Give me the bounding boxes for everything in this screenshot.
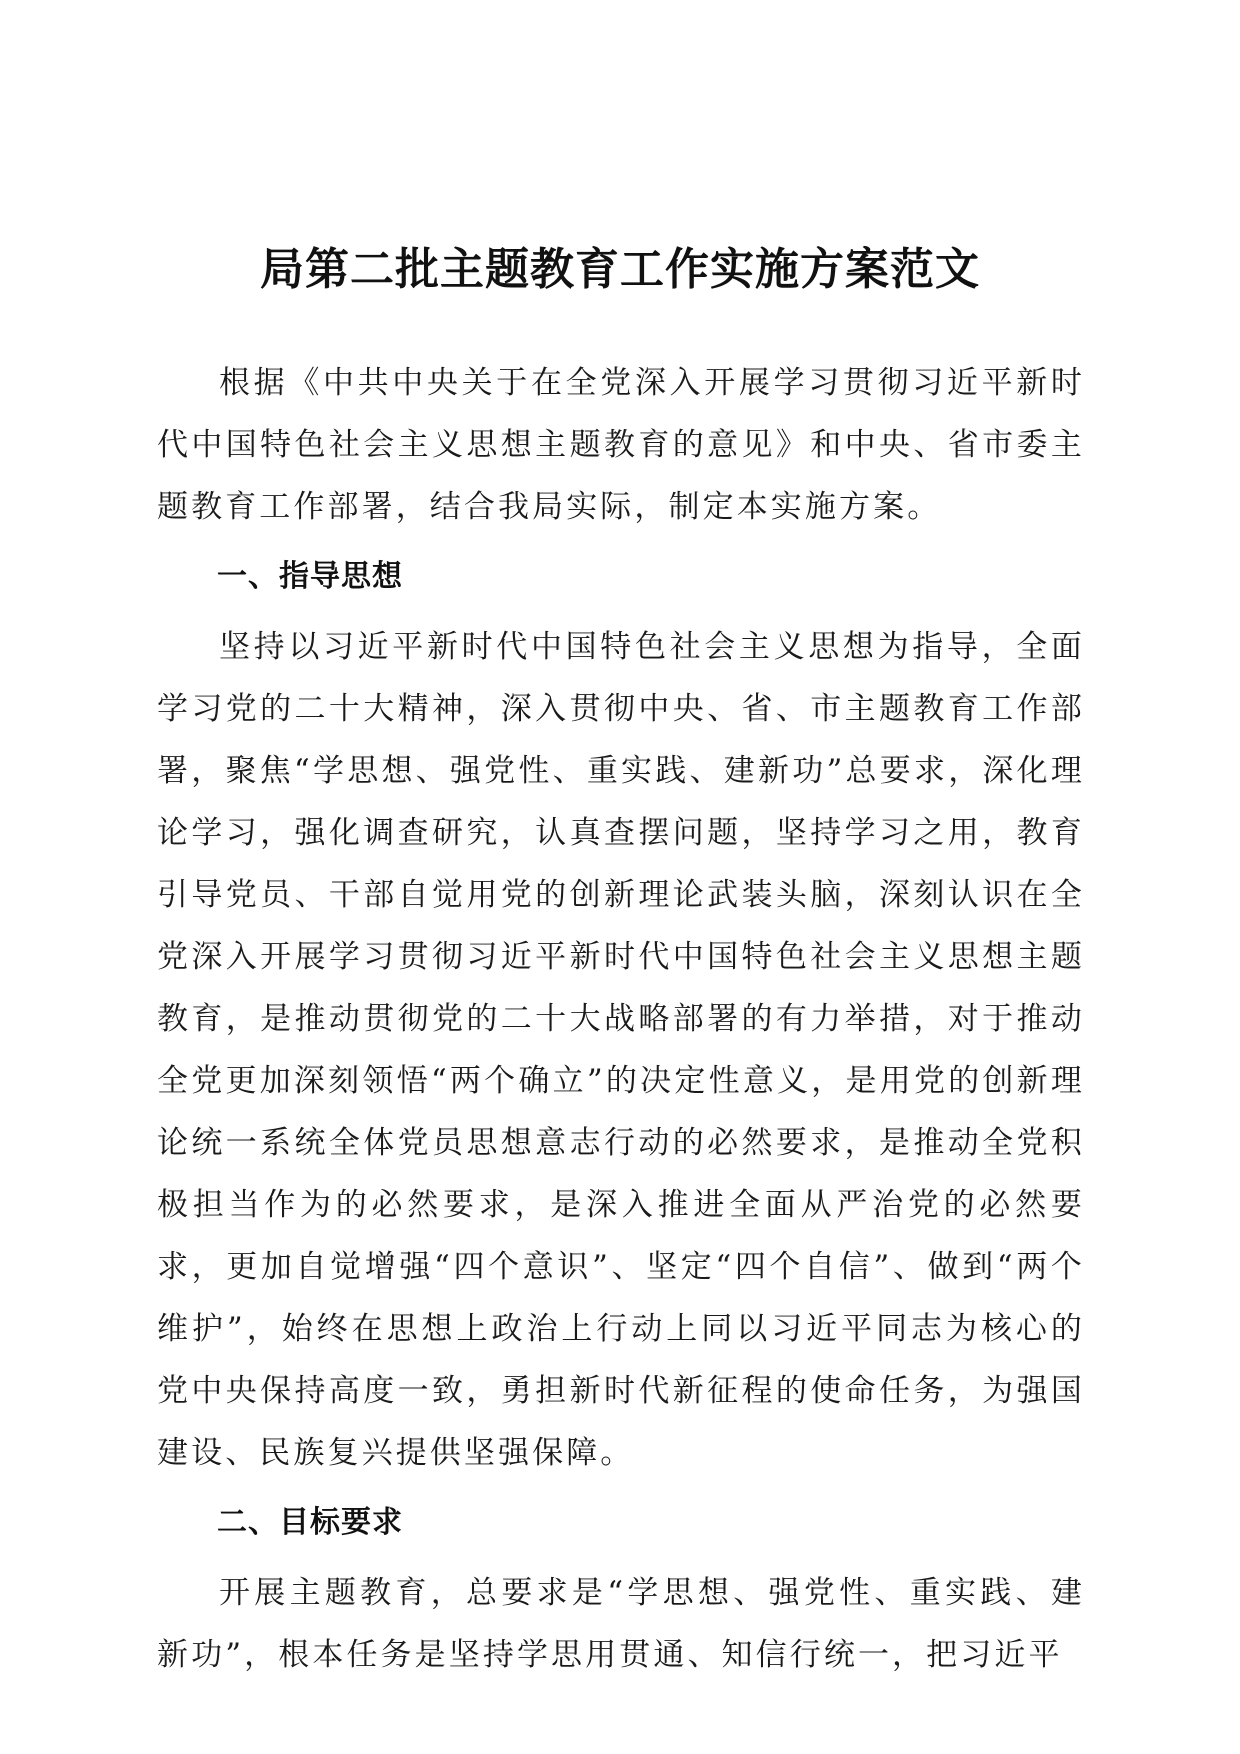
goals-requirements-paragraph: 开展主题教育，总要求是“学思想、强党性、重实践、建新功”，根本任务是坚持学思用贯通、知信行统一，把习近平 xyxy=(157,1575,1085,1673)
spacer xyxy=(157,1484,1085,1492)
section-heading-guiding-ideology: 一、指导思想 xyxy=(217,559,403,594)
spacer xyxy=(157,1554,1085,1562)
guiding-ideology-paragraph: 坚持以习近平新时代中国特色社会主义思想为指导，全面学习党的二十大精神，深入贯彻中央、省、市主题教育工作部署，聚焦“学思想、强党性、重实践、建新功”总要求，深化理论学习，强化调查研究，认真查摆问题，坚持学习之用，教育引导党员、干部自觉用党的创新理论武装头脑，深刻认识在全党深入开展学习贯彻习近平新时代中国特色社会主义思想主题教育，是推动贯彻党的二十大战略部署的有力举措，对于推动全党更加深刻领悟“两个确立”的决定性意义，是用党的创新理论统一系统全体党员思想意志行动的必然要求，是推动全党积极担当作为的必然要求，是深入推进全面从严治党的必然要求，更加自觉增强“四个意识”、坚定“四个自信”、做到“两个维护”，始终在思想上政治上行动上同以习近平同志为核心的党中央保持高度一致，勇担新时代新征程的使命任务，为强国建设、民族复兴提供坚强保障。 xyxy=(157,629,1085,1471)
spacer xyxy=(157,608,1085,616)
document-body xyxy=(157,352,1085,1686)
spacer xyxy=(157,538,1085,546)
section-heading-goals-requirements: 二、目标要求 xyxy=(217,1505,403,1540)
document-title: 局第二批主题教育工作实施方案范文 xyxy=(260,244,980,295)
intro-paragraph: 根据《中共中央关于在全党深入开展学习贯彻习近平新时代中国特色社会主义思想主题教育的意见》和中央、省市委主题教育工作部署，结合我局实际，制定本实施方案。 xyxy=(157,365,1085,525)
